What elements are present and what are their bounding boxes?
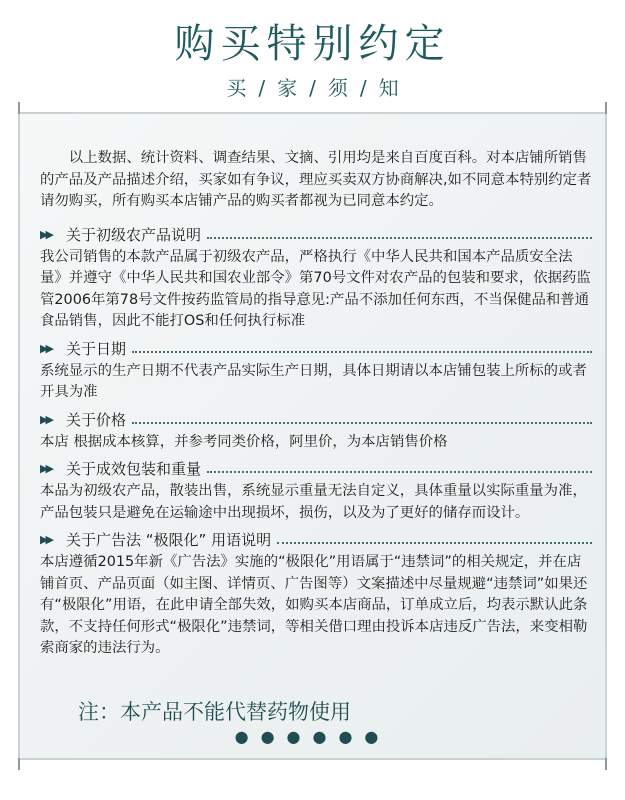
divider: / [309,76,316,100]
double-arrow-icon: ▶▶ [40,462,51,475]
section-heading [40,339,592,359]
dotted-divider [277,542,592,544]
section-heading-text: 关于价格 [66,410,127,429]
intro-paragraph: 以上数据、统计资料、调查结果、文摘、引用均是来自百度百科。对本店铺所销售的产品及产品描述介绍，买家如有争议，理应买卖双方协商解决,如不同意本特别约定者请勿购买，所有购买本店铺产品的购买者都视为已同意本约定。 [40,150,592,209]
subtitle-char: 买 [226,76,247,100]
section-heading-text: 关于日期 [66,339,127,358]
notice-content [40,148,592,666]
dotted-divider [132,351,592,353]
section-heading [40,410,592,430]
double-arrow-icon: ▶▶ [40,341,51,355]
divider: / [359,76,367,100]
double-arrow-icon: ▶▶ [40,533,51,546]
page-title: 购买特别约定 [174,21,451,67]
dotted-divider [207,237,592,239]
section-heading [40,459,592,479]
page-subtitle [0,72,625,101]
double-arrow-icon: ▶▶ [40,227,51,241]
section-heading-text: 关于广告法 “极限化” 用语说明 [66,531,272,549]
double-arrow-icon: ▶▶ [40,412,51,426]
divider: / [258,76,266,100]
corner-tick [605,758,607,770]
subtitle-char: 须 [327,76,348,100]
section-heading [40,225,592,245]
usage-note: 注：本产品不能代替药物使用 [78,700,351,724]
section-heading-text: 关于成效包装和重量 [66,460,202,478]
section-heading-text: 关于初级农产品说明 [66,225,202,244]
section-body: 本店 根据成本核算，并参考同类价格，阿里价，为本店销售价格 [40,433,448,450]
dotted-divider [132,422,592,424]
section-body: 系统显示的生产日期不代表产品实际生产日期，具体日期请以本店铺包装上所标的或者开具为准 [40,362,587,400]
dotted-divider [207,471,592,473]
corner-tick [18,758,20,770]
corner-tick [605,102,607,114]
subtitle-char: 知 [378,76,399,100]
corner-tick [18,102,20,114]
decorative-dots: ●●●●●● [234,727,391,746]
section-body: 本品为初级农产品，散装出售，系统显示重量无法自定义，具体重量以实际重量为准，产品包装只是避免在运输途中出现损坏，损伤，以及为了更好的储存而设计。 [40,483,587,521]
section-heading [40,530,592,550]
section-body: 本店遵循2015年新《广告法》实施的“极限化”用语属于“违禁词”的相关规定，并在店铺首页、产品页面（如主图、详情页、广告图等）文案描述中尽量规避“违禁词”如果还有“极限化”用语，在此申请全部失效，如购买本店商品，订单成立后，均表示默认此条款，不支持任何形式“极限化”违禁词，等相关借口理由投诉本店违反广告法，来变相勒索商家的违法行为。 [40,554,588,656]
section-body: 我公司销售的本款产品属于初级农产品，严格执行《中华人民共和国本产品质安全法量》并遵守《中华人民共和国农业部令》第70号文件对农产品的包装和要求，依据药监管2006年第78号文件按药监管局的指导意见:产品不添加任何东西，不当保健品和普通食品销售，因此不能打OS和任何执行标准 [40,248,591,329]
subtitle-char: 家 [277,76,298,100]
